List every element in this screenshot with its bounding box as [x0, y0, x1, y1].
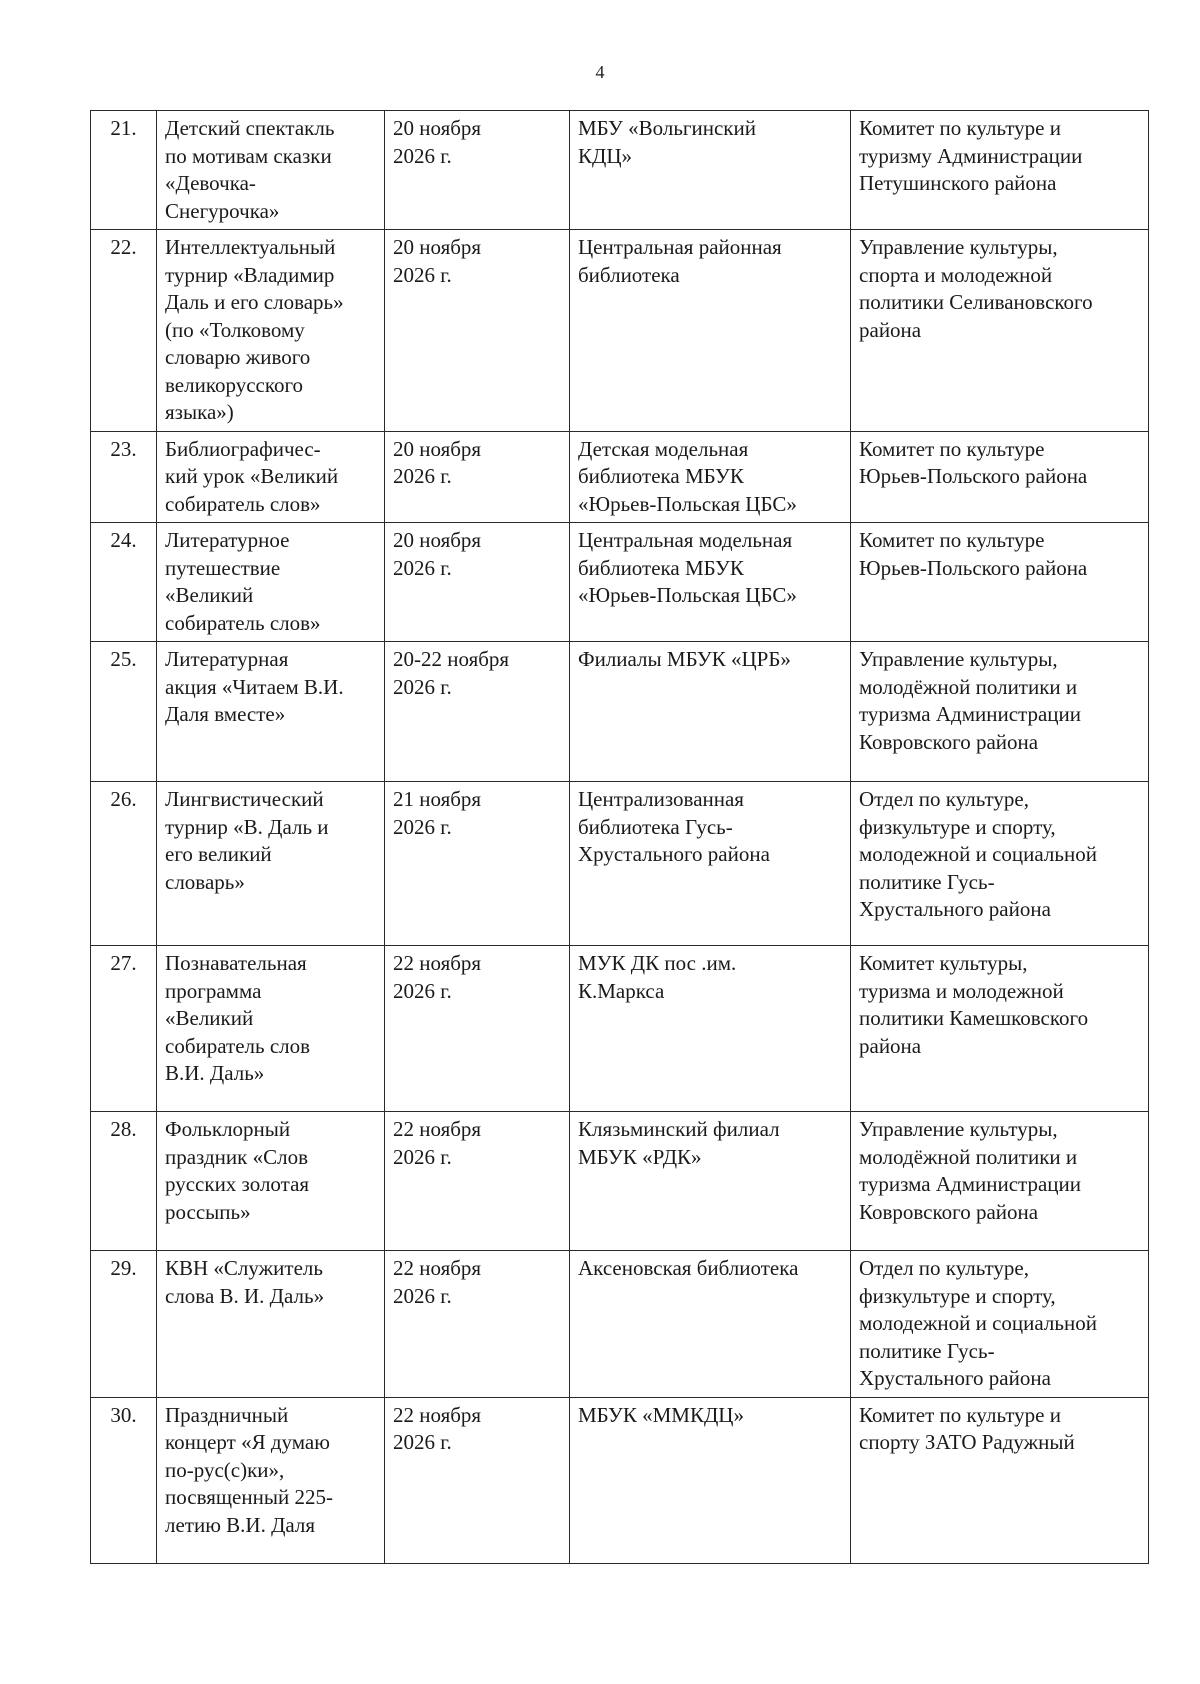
- events-table: [90, 110, 1149, 1564]
- event-place: Клязьминский филиал МБУК «РДК»: [570, 1112, 851, 1251]
- event-title: Фольклорный праздник «Слов русских золотая россыпь»: [157, 1112, 385, 1251]
- event-organizer: Комитет по культуре и спорту ЗАТО Радужный: [851, 1397, 1149, 1563]
- row-number: 21.: [91, 111, 157, 230]
- event-date: 20 ноября 2026 г.: [385, 523, 570, 642]
- event-title: Детский спектакль по мотивам сказки «Девочка- Снегурочка»: [157, 111, 385, 230]
- table-row: [91, 230, 1149, 432]
- event-organizer: Комитет по культуре Юрьев-Польского района: [851, 431, 1149, 523]
- table-row: [91, 642, 1149, 782]
- table-row: [91, 782, 1149, 946]
- row-number: 27.: [91, 946, 157, 1112]
- event-date: 22 ноября 2026 г.: [385, 1112, 570, 1251]
- row-number: 23.: [91, 431, 157, 523]
- event-date: 22 ноября 2026 г.: [385, 1251, 570, 1398]
- event-date: 20-22 ноября 2026 г.: [385, 642, 570, 782]
- row-number: 28.: [91, 1112, 157, 1251]
- table-row: [91, 523, 1149, 642]
- event-date: 22 ноября 2026 г.: [385, 946, 570, 1112]
- event-place: МБУК «ММКДЦ»: [570, 1397, 851, 1563]
- event-title: Литературная акция «Читаем В.И. Даля вместе»: [157, 642, 385, 782]
- event-organizer: Отдел по культуре, физкультуре и спорту, молодежной и социальной политике Гусь- Хрустального района: [851, 782, 1149, 946]
- page-number: 4: [595, 62, 605, 82]
- event-place: Детская модельная библиотека МБУК «Юрьев-Польская ЦБС»: [570, 431, 851, 523]
- event-date: 21 ноября 2026 г.: [385, 782, 570, 946]
- event-title: Познавательная программа «Великий собиратель слов В.И. Даль»: [157, 946, 385, 1112]
- event-place: МУК ДК пос .им. К.Маркса: [570, 946, 851, 1112]
- event-organizer: Комитет по культуре и туризму Администрации Петушинского района: [851, 111, 1149, 230]
- event-organizer: Управление культуры, молодёжной политики и туризма Администрации Ковровского района: [851, 1112, 1149, 1251]
- row-number: 24.: [91, 523, 157, 642]
- event-organizer: Комитет культуры, туризма и молодежной политики Камешковского района: [851, 946, 1149, 1112]
- event-title: Праздничный концерт «Я думаю по-рус(с)ки», посвященный 225- летию В.И. Даля: [157, 1397, 385, 1563]
- event-title: Библиографичес- кий урок «Великий собиратель слов»: [157, 431, 385, 523]
- event-date: 22 ноября 2026 г.: [385, 1397, 570, 1563]
- event-date: 20 ноября 2026 г.: [385, 431, 570, 523]
- row-number: 22.: [91, 230, 157, 432]
- table-row: [91, 1397, 1149, 1563]
- event-place: Центральная модельная библиотека МБУК «Юрьев-Польская ЦБС»: [570, 523, 851, 642]
- event-place: Филиалы МБУК «ЦРБ»: [570, 642, 851, 782]
- event-place: Централизованная библиотека Гусь- Хрустального района: [570, 782, 851, 946]
- event-place: Аксеновская библиотека: [570, 1251, 851, 1398]
- event-organizer: Управление культуры, спорта и молодежной политики Селивановского района: [851, 230, 1149, 432]
- event-place: Центральная районная библиотека: [570, 230, 851, 432]
- event-organizer: Отдел по культуре, физкультуре и спорту, молодежной и социальной политике Гусь- Хрустального района: [851, 1251, 1149, 1398]
- row-number: 25.: [91, 642, 157, 782]
- table-row: [91, 431, 1149, 523]
- event-title: Литературное путешествие «Великий собиратель слов»: [157, 523, 385, 642]
- row-number: 30.: [91, 1397, 157, 1563]
- table-row: [91, 1251, 1149, 1398]
- table-row: [91, 111, 1149, 230]
- table-row: [91, 946, 1149, 1112]
- table-row: [91, 1112, 1149, 1251]
- event-title: Лингвистический турнир «В. Даль и его великий словарь»: [157, 782, 385, 946]
- event-organizer: Управление культуры, молодёжной политики и туризма Администрации Ковровского района: [851, 642, 1149, 782]
- event-date: 20 ноября 2026 г.: [385, 111, 570, 230]
- event-date: 20 ноября 2026 г.: [385, 230, 570, 432]
- row-number: 26.: [91, 782, 157, 946]
- row-number: 29.: [91, 1251, 157, 1398]
- event-title: КВН «Служитель слова В. И. Даль»: [157, 1251, 385, 1398]
- event-place: МБУ «Вольгинский КДЦ»: [570, 111, 851, 230]
- event-organizer: Комитет по культуре Юрьев-Польского района: [851, 523, 1149, 642]
- event-title: Интеллектуальный турнир «Владимир Даль и его словарь» (по «Толковому словарю живого великорусского языка»): [157, 230, 385, 432]
